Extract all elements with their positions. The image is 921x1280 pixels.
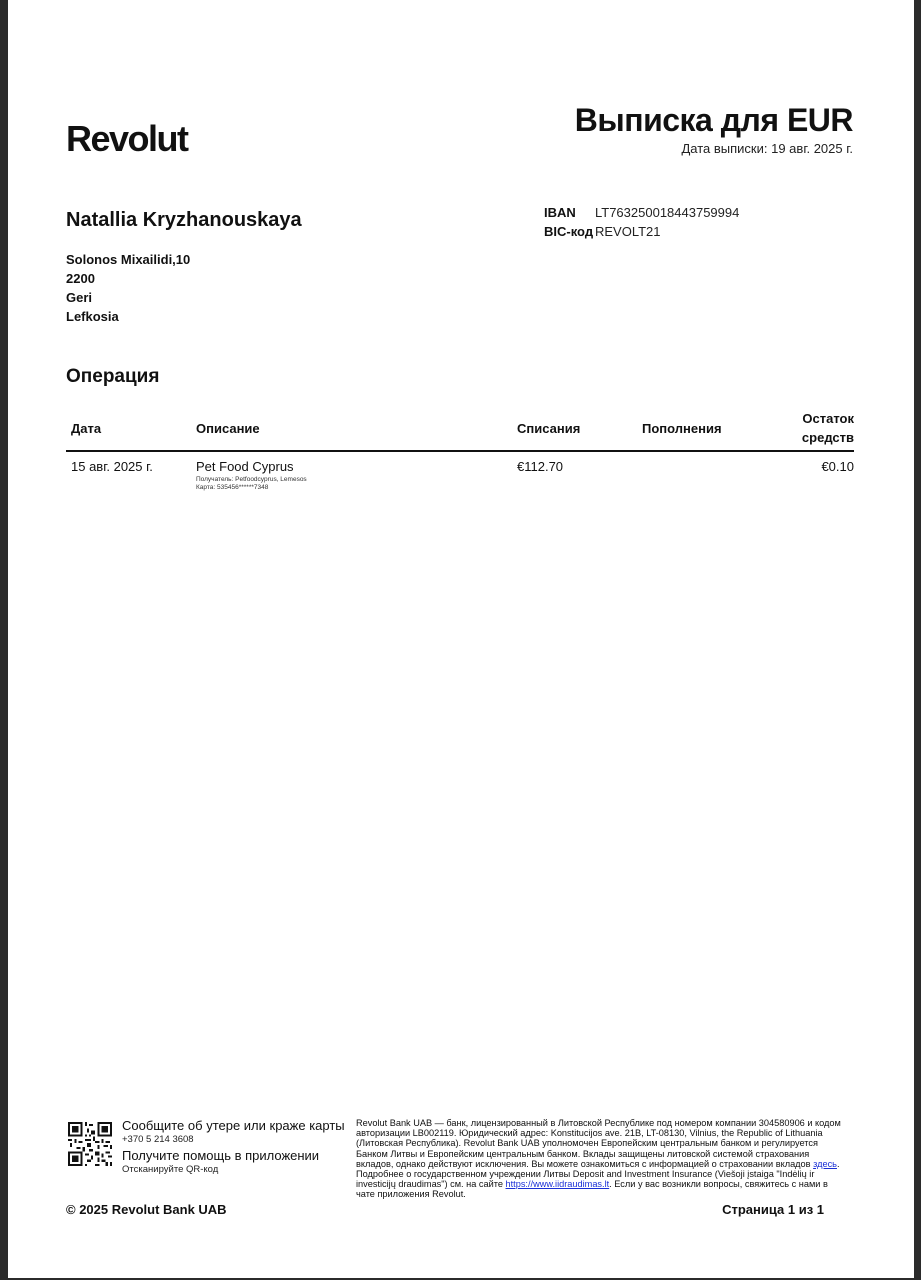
qr-caption: Отсканируйте QR-код: [122, 1164, 219, 1175]
statement-title: Выписка для EUR: [574, 102, 853, 138]
report-lost-card-text: Сообщите об утере или краже карты: [122, 1118, 345, 1133]
bic-value: REVOLT21: [595, 224, 661, 239]
column-header-balance-line1: Остаток: [802, 411, 854, 426]
holder-address: [66, 250, 190, 326]
row-recipient: Получатель: Petfoodcyprus, Lemesos: [196, 476, 307, 483]
account-holder-name: Natallia Kryzhanouskaya: [66, 209, 302, 231]
table-header-divider: [66, 450, 854, 452]
legal-text: . Если у вас возникли вопросы, свяжитесь с нами в чате приложения Revolut.: [356, 1179, 828, 1200]
row-debit: €112.70: [517, 459, 564, 474]
qr-code-icon: [68, 1122, 112, 1166]
bic-label: BIC-код: [544, 224, 594, 239]
column-header-description: Описание: [196, 421, 260, 436]
row-card: Карта: 535456******7348: [196, 484, 269, 491]
page-number: Страница 1 из 1: [722, 1202, 824, 1217]
address-line: Lefkosia: [66, 309, 119, 324]
row-date: 15 авг. 2025 г.: [71, 459, 153, 474]
legal-text: . Подробнее о государственном учреждении Литвы Deposit and Investment Insurance (Viešoji įstaiga "Indėlių ir investicijų draudimas") см. на сайте: [356, 1158, 840, 1190]
column-header-debit: Списания: [517, 421, 581, 436]
column-header-balance: [802, 409, 854, 447]
revolut-logo: Revolut: [66, 118, 188, 159]
statement-date: Дата выписки: 19 авг. 2025 г.: [681, 141, 853, 156]
column-header-credit: Пополнения: [642, 421, 722, 436]
address-line: Solonos Mixailidi,10: [66, 252, 191, 267]
row-description: Pet Food Cyprus: [196, 459, 294, 474]
deposit-info-link[interactable]: здесь: [813, 1158, 837, 1169]
table-row: [8, 458, 914, 498]
in-app-help-text: Получите помощь в приложении: [122, 1148, 320, 1163]
iban-label: IBAN: [544, 205, 576, 220]
column-header-date: Дата: [71, 421, 102, 436]
statement-page: [8, 0, 914, 1278]
iidraudimas-link[interactable]: https://www.iidraudimas.lt: [505, 1179, 610, 1190]
legal-disclaimer: [356, 1118, 842, 1200]
copyright: © 2025 Revolut Bank UAB: [66, 1202, 227, 1217]
address-line: 2200: [66, 271, 95, 286]
support-phone: +370 5 214 3608: [122, 1134, 194, 1145]
iban-value: LT763250018443759994: [595, 205, 740, 220]
address-line: Geri: [66, 290, 93, 305]
column-header-balance-line2: средств: [801, 430, 854, 445]
legal-text: Revolut Bank UAB — банк, лицензированный в Литовской Республике под номером компании 304580906 и кодом авторизации LB002119. Юридический адрес: Konstitucijos ave. 21B, LT-08130, Vilnius, the Republic of Lithuania (Литовская Республика). Revolut Bank UAB уполномочен Европейским центральным банком и регулируется Банком Литвы и Европейским центральным банком. Вклады защищены литовской системой страхования вкладов, однако действуют исключения. Вы можете ознакомиться с информацией о страховании вкладов: [356, 1118, 841, 1169]
transactions-section-title: Операция: [66, 366, 160, 387]
row-balance: €0.10: [821, 459, 854, 474]
